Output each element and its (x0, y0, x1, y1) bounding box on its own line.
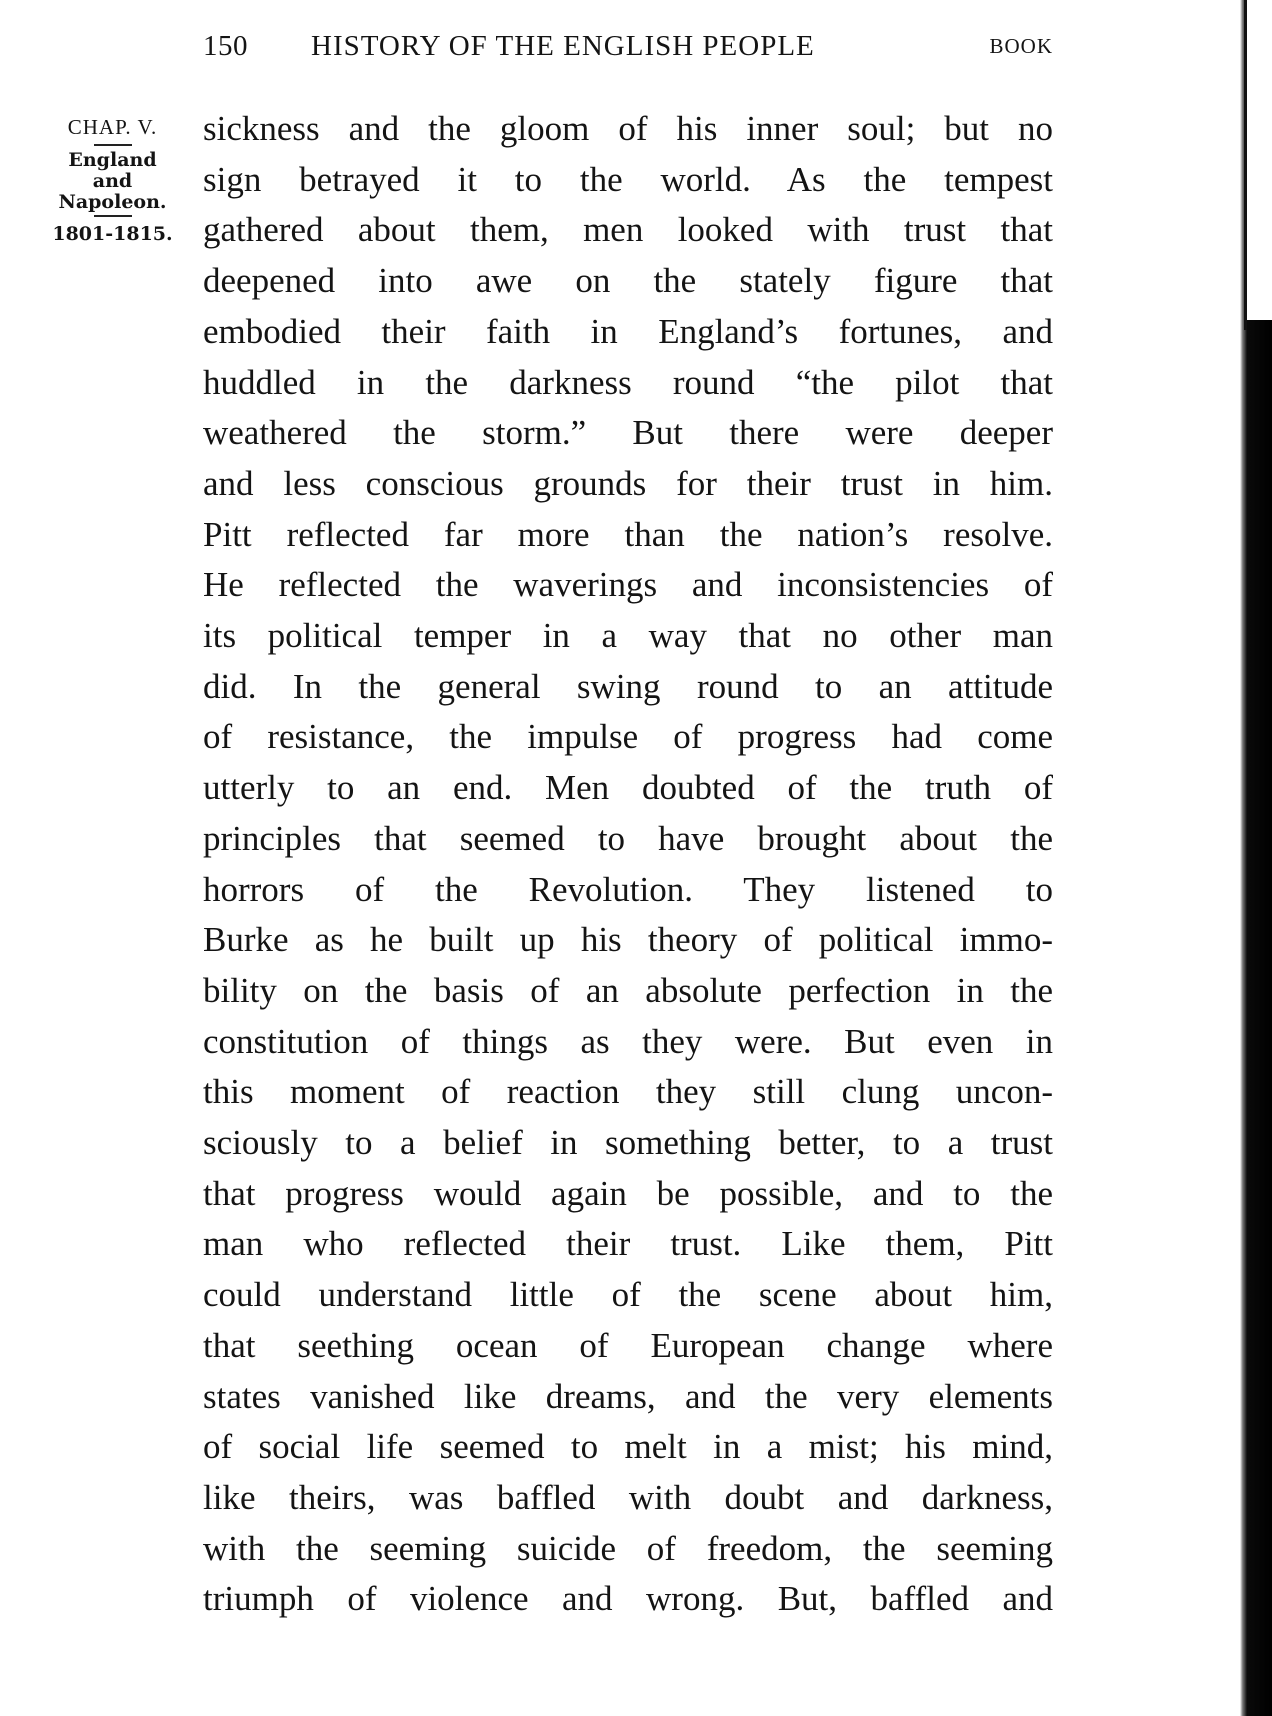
text-line: its political temper in a way that no other man (203, 616, 1053, 656)
text-line: sciously to a belief in something better, to a trust (203, 1123, 1053, 1163)
text-line: man who reflected their trust. Like them, Pitt (203, 1224, 1053, 1264)
margin-sidenote (50, 112, 175, 247)
text-line: this moment of reaction they still clung uncon- (203, 1072, 1053, 1112)
book-label: BOOK (989, 34, 1053, 58)
scan-edge-line (1244, 0, 1247, 330)
text-line: bility on the basis of an absolute perfection in the (203, 970, 1053, 1010)
text-line: utterly to an end. Men doubted of the truth of (203, 768, 1053, 808)
body-text (203, 104, 1053, 1625)
text-line: states vanished like dreams, and the very elements (203, 1376, 1053, 1416)
sidenote-rule (94, 215, 132, 217)
text-line: and less conscious grounds for their trust in him. (203, 463, 1053, 503)
text-line: triumph of violence and wrong. But, baffled and (203, 1579, 1053, 1619)
text-line: of social life seemed to melt in a mist; his mind, (203, 1427, 1053, 1467)
text-line: sickness and the gloom of his inner soul; but no (203, 109, 1053, 148)
text-line: Pitt reflected far more than the nation’s resolve. (203, 514, 1053, 554)
text-line: He reflected the waverings and inconsistencies of (203, 565, 1053, 605)
scan-edge-top (1244, 0, 1272, 320)
text-line: horrors of the Revolution. They listened to (203, 869, 1053, 909)
sidenote-topic-line-2: and (92, 170, 133, 192)
text-line: constitution of things as they were. But even in (203, 1021, 1053, 1061)
text-line: Burke as he built up his theory of political immo- (203, 920, 1053, 960)
text-line: that seething ocean of European change where (203, 1325, 1053, 1365)
page-number: 150 (203, 30, 248, 62)
sidenote-rule (94, 144, 132, 146)
sidenote-topic-line-3: Napoleon. (58, 191, 167, 213)
running-header (203, 30, 1053, 70)
text-line: with the seeming suicide of freedom, the seeming (203, 1528, 1053, 1568)
text-line: of resistance, the impulse of progress had come (203, 717, 1053, 757)
text-line: principles that seemed to have brought about the (203, 818, 1053, 858)
text-line: huddled in the darkness round “the pilot that (203, 362, 1053, 402)
text-line: could understand little of the scene about him, (203, 1275, 1053, 1315)
text-line: embodied their faith in England’s fortunes, and (203, 311, 1053, 351)
sidenote-topic-line-1: England (68, 149, 157, 171)
running-title: HISTORY OF THE ENGLISH PEOPLE (311, 30, 815, 62)
text-line: that progress would again be possible, and to the (203, 1173, 1053, 1213)
sidenote-dates: 1801-1815. (52, 223, 173, 245)
text-line: gathered about them, men looked with trust that (203, 210, 1053, 250)
text-line: did. In the general swing round to an attitude (203, 666, 1053, 706)
text-line: sign betrayed it to the world. As the tempest (203, 159, 1053, 199)
text-line: weathered the storm.” But there were deeper (203, 413, 1053, 453)
text-line: deepened into awe on the stately figure that (203, 261, 1053, 301)
chapter-label: CHAP. V. (67, 115, 158, 139)
text-line: like theirs, was baffled with doubt and darkness, (203, 1477, 1053, 1517)
